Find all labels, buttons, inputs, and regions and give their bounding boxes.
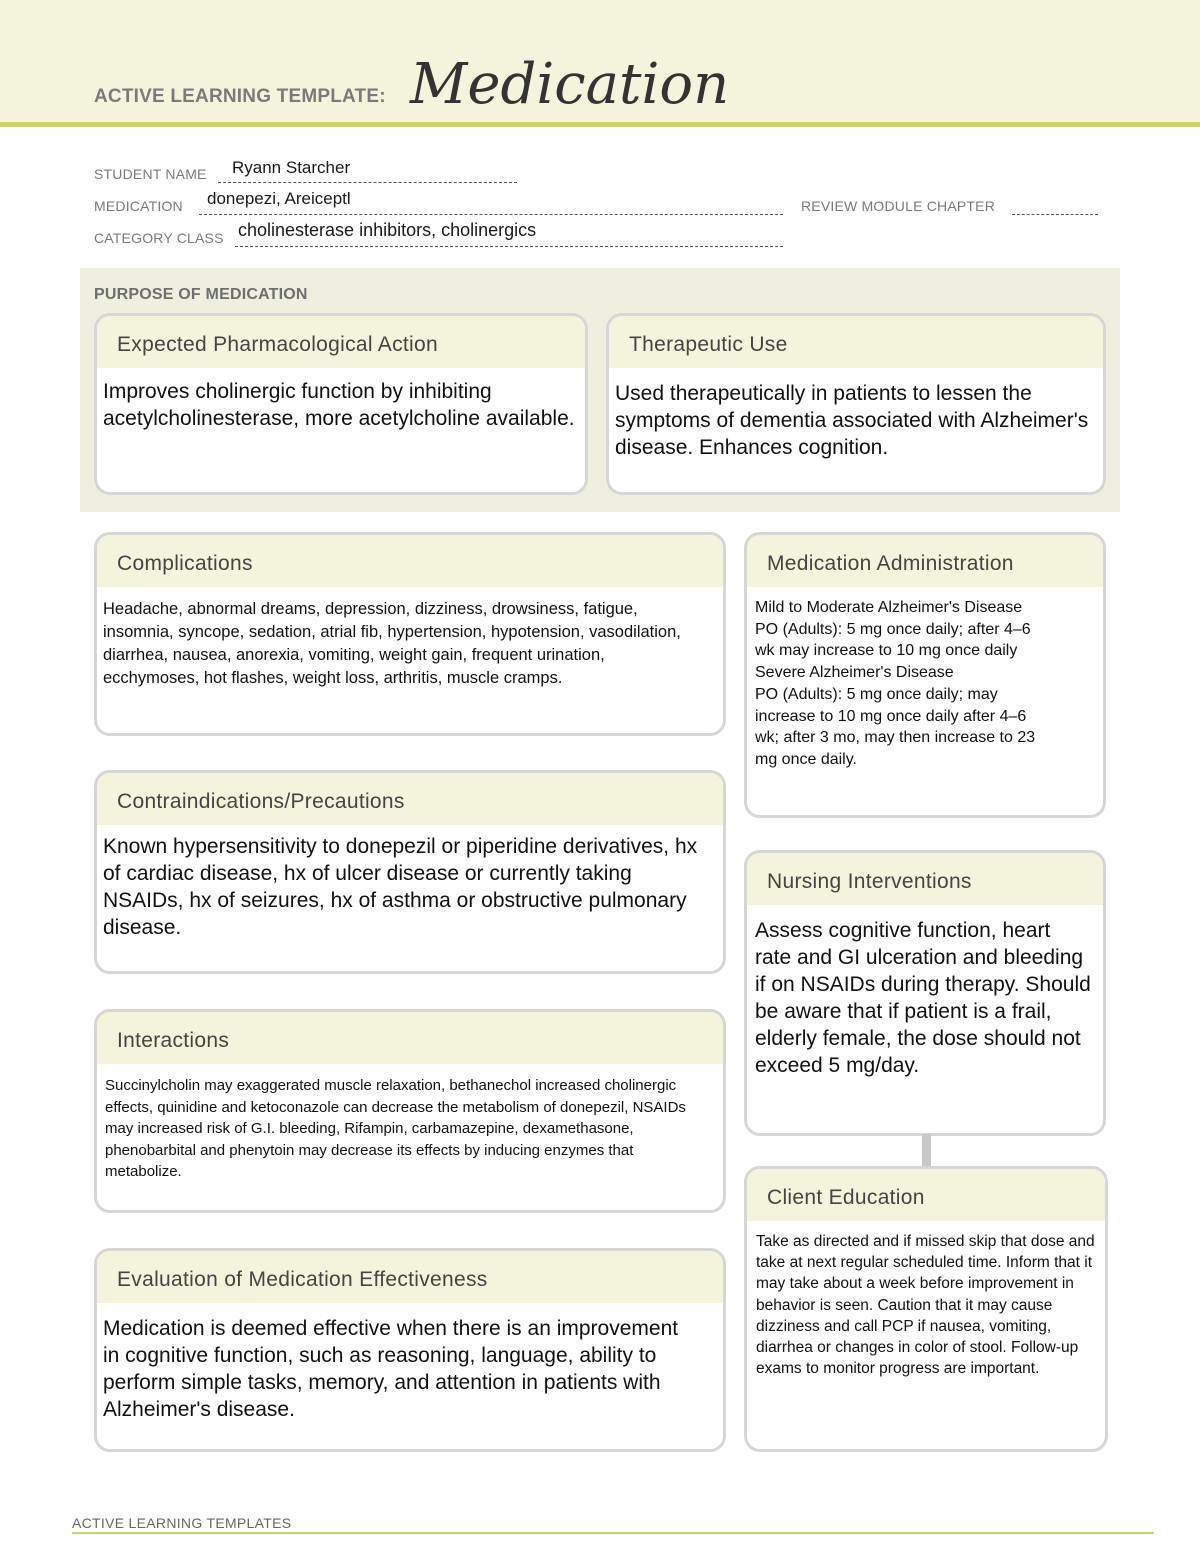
evaluation-text[interactable]: Medication is deemed effective when there is an improvement in cognitive function, such as reasoning, language, ability to perform simple tasks, memory, and attention in patients with Alzheimer's disease.	[103, 1317, 679, 1421]
nursing-text[interactable]: Assess cognitive function, heart rate and GI ulceration and bleeding if on NSAIDs during therapy. Should be aware that if patient is a frail, elderly female, the dose should not exceed 5 mg/day.	[755, 919, 1091, 1077]
administration-heading: Medication Administration	[747, 535, 1103, 587]
footer-label: ACTIVE LEARNING TEMPLATES	[72, 1515, 292, 1531]
review-module-line	[1012, 214, 1098, 215]
therapeutic-use-box	[606, 313, 1106, 495]
template-label: ACTIVE LEARNING TEMPLATE:	[94, 86, 386, 107]
student-name-label: STUDENT NAME	[94, 166, 207, 182]
therapeutic-use-text[interactable]: Used therapeutically in patients to lessen the symptoms of dementia associated with Alzheimer's disease. Enhances cognition.	[615, 382, 1089, 459]
client-education-heading: Client Education	[747, 1169, 1105, 1221]
contraindications-text[interactable]: Known hypersensitivity to donepezil or piperidine derivatives, hx of cardiac disease, hx of ulcer disease or currently taking NSAIDs, hx of seizures, hx of asthma or obstructive pulmonary disease.	[103, 835, 698, 939]
review-module-label: REVIEW MODULE CHAPTER	[801, 198, 995, 214]
administration-text[interactable]	[755, 597, 1099, 771]
page-title: Medication	[410, 52, 730, 117]
student-name-field[interactable]: Ryann Starcher	[232, 158, 351, 177]
therapeutic-use-heading: Therapeutic Use	[609, 316, 1103, 368]
header-rule	[0, 122, 1200, 127]
administration-line: Mild to Moderate Alzheimer's Disease	[755, 599, 1023, 616]
category-class-label: CATEGORY CLASS	[94, 230, 224, 246]
medication-line	[199, 214, 783, 215]
evaluation-heading: Evaluation of Medication Effectiveness	[97, 1251, 723, 1303]
purpose-title: PURPOSE OF MEDICATION	[94, 286, 308, 303]
nursing-box	[744, 850, 1106, 1136]
nursing-heading: Nursing Interventions	[747, 853, 1103, 905]
interactions-box	[94, 1009, 726, 1213]
expected-action-text[interactable]: Improves cholinergic function by inhibiting acetylcholinesterase, more acetylcholine available.	[103, 380, 575, 430]
administration-line: increase to 10 mg once daily after 4–6	[755, 707, 1027, 725]
administration-line: PO (Adults): 5 mg once daily; may	[755, 685, 998, 703]
category-class-line	[235, 246, 783, 247]
client-education-text[interactable]: Take as directed and if missed skip that dose and take at next regular scheduled time. Inform that it may take about a week before improvement in behavior is seen. Caution that it may cause dizziness and call PCP if nausea, vomiting, diarrhea or changes in color of stool. Follow-up exams to monitor progress are important.	[756, 1233, 1095, 1378]
interactions-heading: Interactions	[97, 1012, 723, 1064]
complications-box	[94, 532, 726, 736]
administration-line: PO (Adults): 5 mg once daily; after 4–6	[755, 620, 1031, 638]
administration-line: wk; after 3 mo, may then increase to 23	[755, 729, 1036, 747]
student-name-line	[218, 182, 517, 183]
administration-line: wk may increase to 10 mg once daily	[755, 642, 1018, 660]
interactions-text[interactable]: Succinylcholin may exaggerated muscle relaxation, bethanechol increased cholinergic effects, quinidine and ketoconazole can decrease the metabolism of donepezil, NSAIDs may increased risk of G.I. bleeding, Rifampin, carbamazepine, dexamethasone, phenobarbital and phenytoin may decrease its effects by inducing enzymes that metabolize.	[105, 1077, 686, 1180]
footer-rule	[72, 1532, 1154, 1534]
complications-heading: Complications	[97, 535, 723, 587]
administration-box	[744, 532, 1106, 818]
complications-text[interactable]: Headache, abnormal dreams, depression, dizziness, drowsiness, fatigue, insomnia, syncope, sedation, atrial fib, hypertension, hypotension, vasodilation, diarrhea, nausea, anorexia, vomiting, weight gain, frequent urination, ecchymoses, hot flashes, weight loss, arthritis, muscle cramps.	[103, 600, 681, 687]
medication-label: MEDICATION	[94, 198, 183, 214]
administration-line: mg once daily.	[755, 750, 857, 768]
contraindications-box	[94, 770, 726, 974]
box-connector	[922, 1134, 931, 1167]
contraindications-heading: Contraindications/Precautions	[97, 773, 723, 825]
evaluation-box	[94, 1248, 726, 1452]
expected-action-box	[94, 313, 588, 495]
category-class-field[interactable]: cholinesterase inhibitors, cholinergics	[238, 220, 537, 240]
medication-field[interactable]: donepezi, Areiceptl	[207, 189, 351, 208]
expected-action-heading: Expected Pharmacological Action	[97, 316, 585, 368]
administration-line: Severe Alzheimer's Disease	[755, 664, 954, 682]
client-education-box	[744, 1166, 1108, 1452]
